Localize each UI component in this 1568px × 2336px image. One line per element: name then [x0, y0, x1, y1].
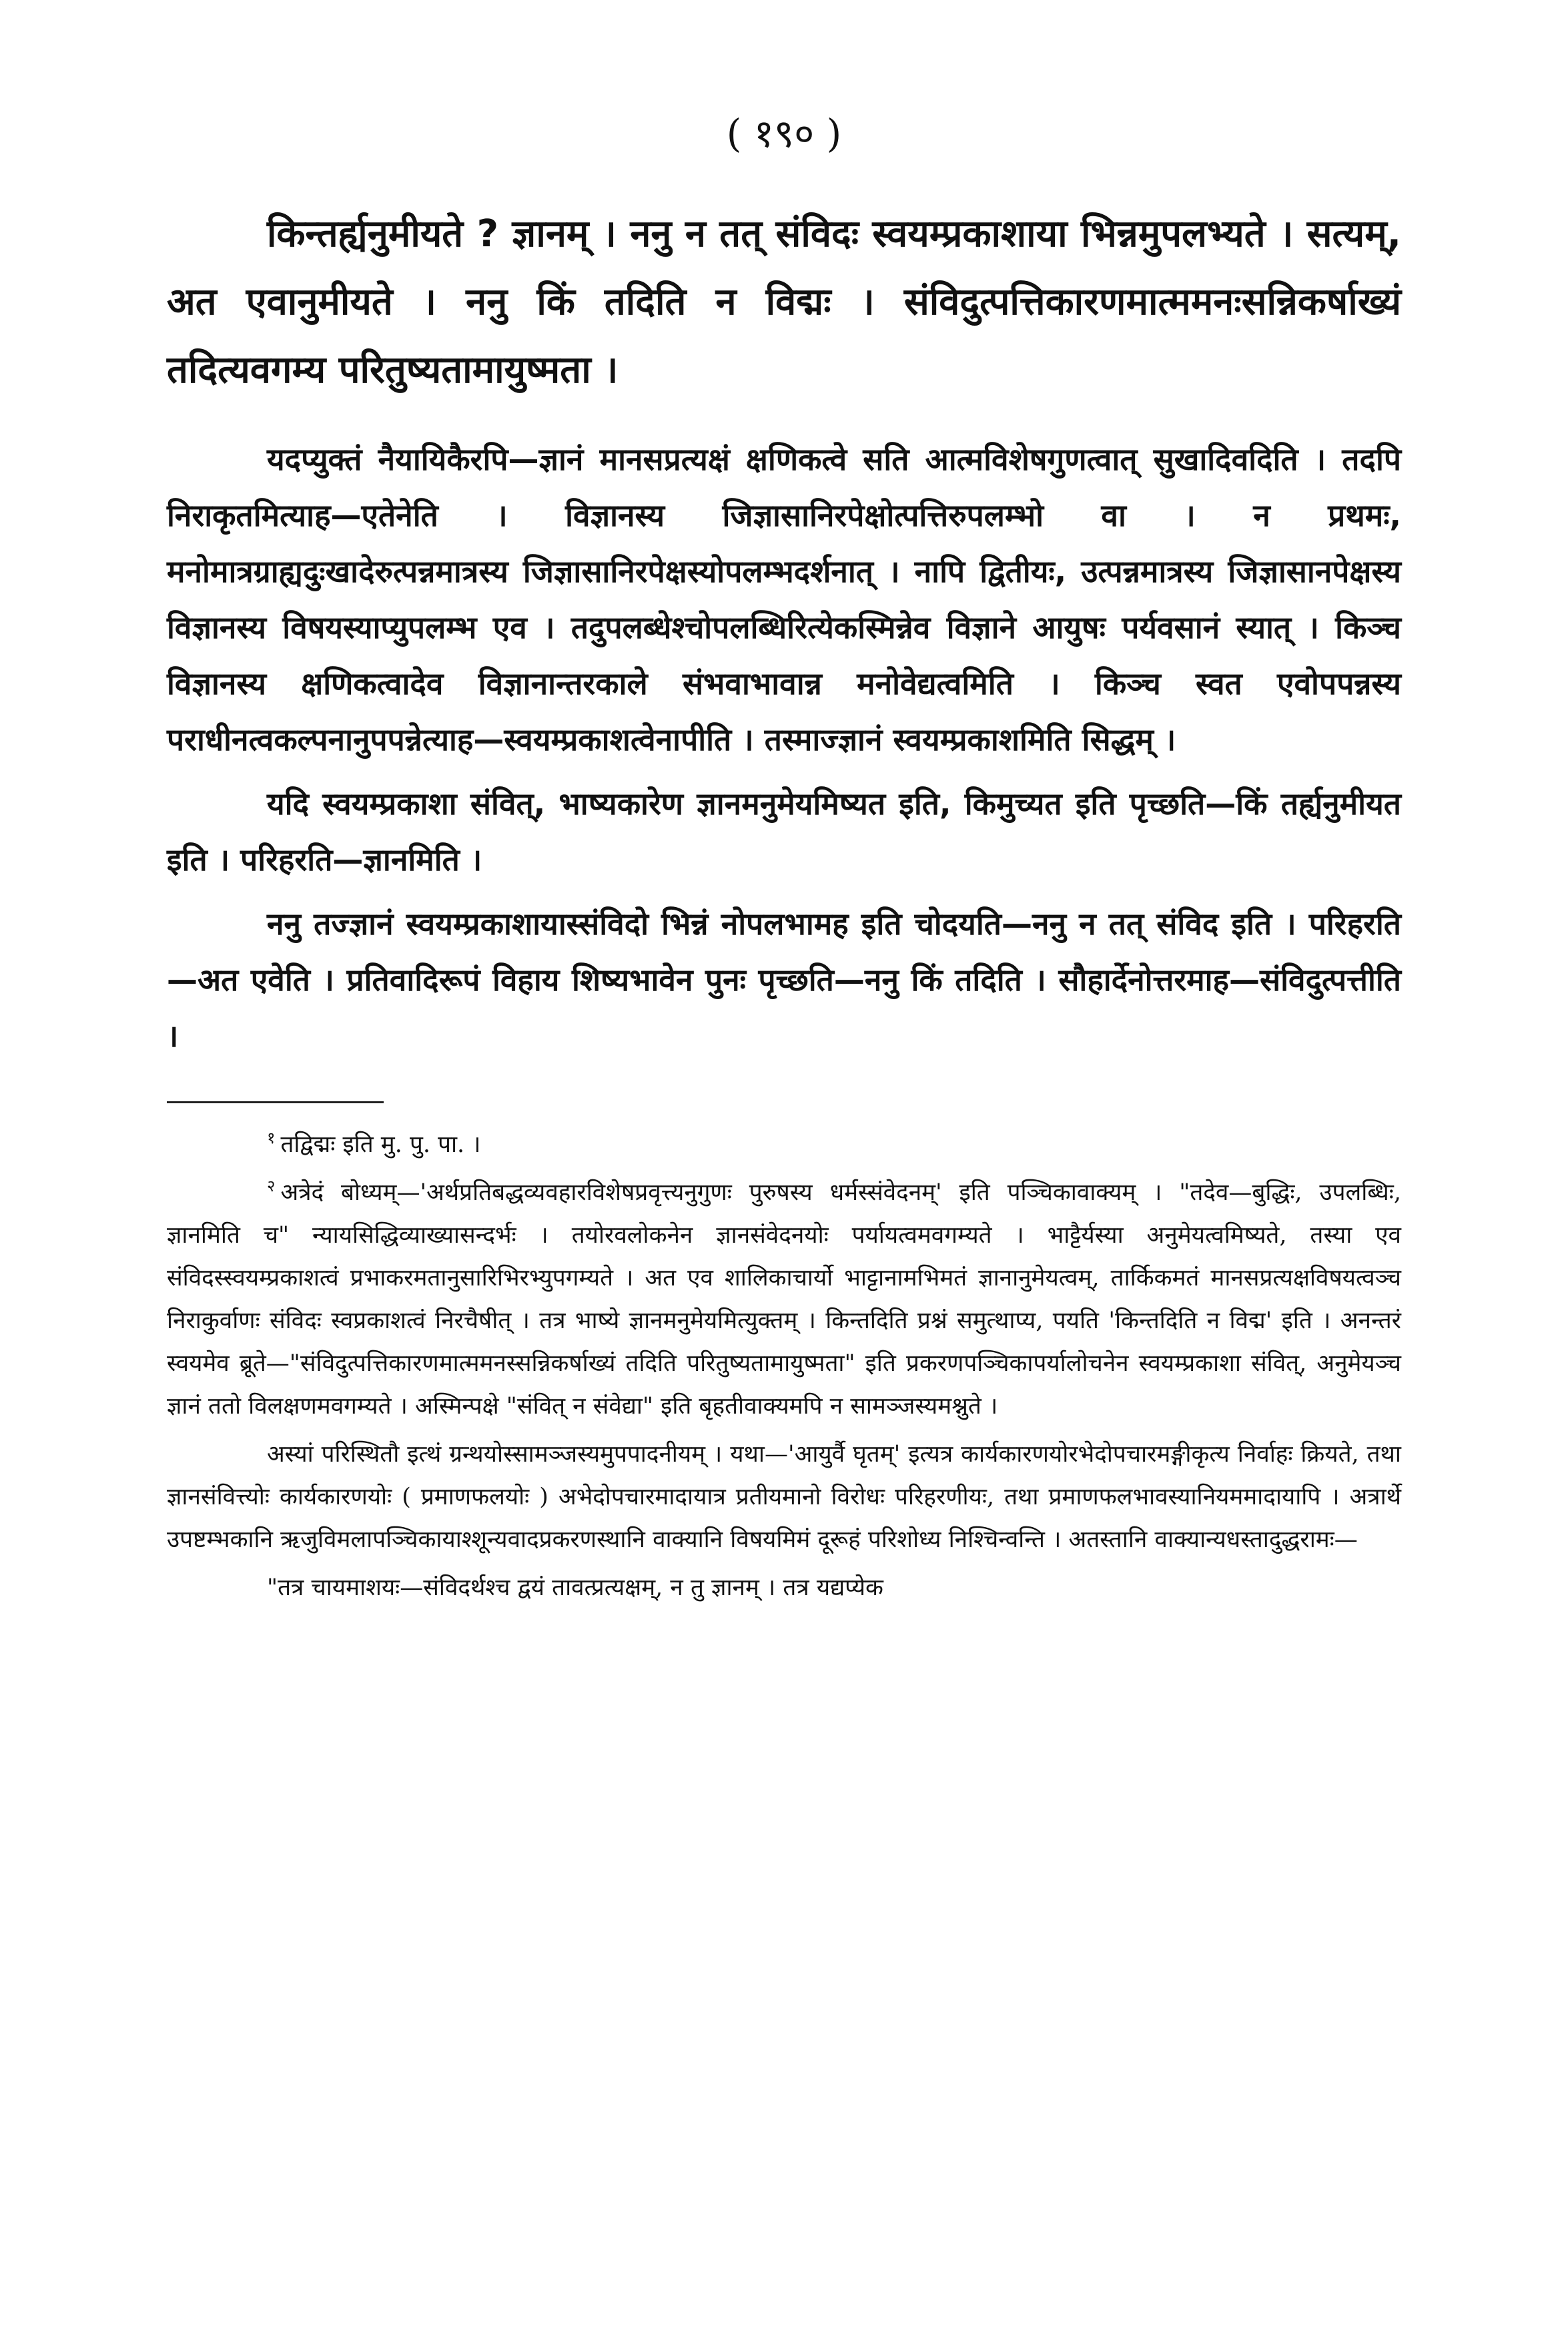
commentary-paragraph-1: यदप्युक्तं नैयायिकैरपि—ज्ञानं मानसप्रत्यक्षं क्षणिकत्वे सति आत्मविशेषगुणत्वात् सुखादिवदिति । तदपि निराकृतमित्याह—एतेनेति । विज्ञानस्य जिज्ञासानिरपेक्षोत्पत्तिरुपलम्भो वा । न प्रथमः, मनोमात्रग्राह्यदुःखादेरुत्पन्नमात्रस्य जिज्ञासानिरपेक्षस्योपलम्भदर्शनात् । नापि द्वितीयः, उत्पन्नमात्रस्य जिज्ञासानपेक्षस्य विज्ञानस्य विषयस्याप्युपलम्भ एव । तदुपलब्धेश्चोपलब्धिरित्येकस्मिन्नेव विज्ञाने आयुषः पर्यवसानं स्यात् । किञ्च विज्ञानस्य क्षणिकत्वादेव विज्ञानान्तरकाले संभवाभावान्न मनोवेद्यत्वमिति । किञ्च स्वत एवोपपन्नस्य पराधीनत्वकल्पनानुपपन्नेत्याह—स्वयम्प्रकाशत्वेनापीति । तस्माज्ज्ञानं स्वयम्प्रकाशमिति सिद्धम् । [167, 441, 1401, 758]
footnote-1-text: तद्विद्मः इति मु. पु. पा. । [280, 1131, 481, 1158]
footnote-2-text: अत्रेदं बोध्यम्—'अर्थप्रतिबद्धव्यवहारविशेषप्रवृत्त्यनुगुणः पुरुषस्य धर्मस्संवेदनम्' इति पञ्चिकावाक्यम् । "तदेव—बुद्धिः, उपलब्धिः, ज्ञानमिति च" न्यायसिद्धिव्याख्यासन्दर्भः । तयोरवलोकनेन ज्ञानसंवेदनयोः पर्यायत्वमवगम्यते । भाट्टैर्यस्या अनुमेयत्वमिष्यते, तस्या एव संविदस्स्वयम्प्रकाशत्वं प्रभाकरमतानुसारिभिरभ्युपगम्यते । अत एव शालिकाचार्यो भाट्टानामभिमतं ज्ञानानुमेयत्वम्, तार्किकमतं मानसप्रत्यक्षविषयत्वञ्च निराकुर्वाणः संविदः स्वप्रकाशत्वं निरचैषीत् । तत्र भाष्ये ज्ञानमनुमेयमित्युक्तम् । किन्तदिति प्रश्नं समुत्थाप्य, पयति 'किन्तदिति न विद्म' इति । अनन्तरं स्वयमेव ब्रूते—"संविदुत्पत्तिकारणमात्ममनस्सन्निकर्षाख्यं तदिति परितुष्यतामायुष्मता" इति प्रकरणपञ्चिकापर्यालोचनेन स्वयम्प्रकाशा संवित्, अनुमेयञ्च ज्ञानं ततो विलक्षणमवगम्यते । अस्मिन्पक्षे "संवित् न संवेद्या" इति बृहतीवाक्यमपि न सामञ्जस्यमश्नुते । [167, 1179, 1401, 1420]
book-page [167, 107, 1401, 2256]
commentary-paragraph-3: ननु तज्ज्ञानं स्वयम्प्रकाशायास्संविदो भिन्नं नोपलभामह इति चोदयति—ननु न तत् संविद इति । परिहरति—अत एवेति । प्रतिवादिरूपं विहाय शिष्यभावेन पुनः पृच्छति—ननु किं तदिति । सौहार्देनोत्तरमाह—संविदुत्पत्तीति । [167, 906, 1401, 1054]
page-number: ( १९० ) [726, 111, 842, 156]
footnote-paragraph-1: अस्यां परिस्थितौ इत्थं ग्रन्थयोस्सामञ्जस्यमुपपादनीयम् । यथा—'आयुर्वै घृतम्' इत्यत्र कार्यकारणयोरभेदोपचारमङ्गीकृत्य निर्वाहः क्रियते, तथा ज्ञानसंवित्त्योः कार्यकारणयोः ( प्रमाणफलयोः ) अभेदोपचारमादायात्र प्रतीयमानो विरोधः परिहरणीयः, तथा प्रमाणफलभावस्यानियममादायापि । अत्रार्थे उपष्टम्भकानि ऋजुविमलापञ्चिकायाश्शून्यवादप्रकरणस्थानि वाक्यानि विषयमिमं दूरूहं परिशोध्य निश्चिन्वन्ति । अतस्तानि वाक्यान्यधस्तादुद्धरामः— [167, 1441, 1401, 1553]
commentary-paragraph-2: यदि स्वयम्प्रकाशा संवित्, भाष्यकारेण ज्ञानमनुमेयमिष्यत इति, किमुच्यत इति पृच्छति—किं तर्ह्यनुमीयत इति । परिहरति—ज्ञानमिति । [167, 786, 1401, 878]
mula-text-body: किन्तर्ह्यनुमीयते ? ज्ञानम् । ननु न तत् संविदः स्वयम्प्रकाशाया भिन्नमुपलभ्यते । सत्यम्, अत एवानुमीयते । ननु किं तदिति न विद्मः । संविदुत्पत्तिकारणमात्ममनःसन्निकर्षाख्यं तदित्यवगम्य परितुष्यतामायुष्मता । [167, 212, 1401, 392]
footnote-divider [167, 1101, 384, 1103]
footnote-1-mark: १ [267, 1129, 276, 1148]
footnote-2-mark: २ [267, 1177, 276, 1196]
footnote-paragraph-2: "तत्र चायमाशयः—संविदर्थश्च द्वयं तावत्प्रत्यक्षम्, न तु ज्ञानम् । तत्र यद्यप्येक [267, 1574, 883, 1601]
footnote-1 [167, 1123, 1401, 1166]
mula-text [167, 200, 1401, 404]
footnote-2 [167, 1171, 1401, 1428]
